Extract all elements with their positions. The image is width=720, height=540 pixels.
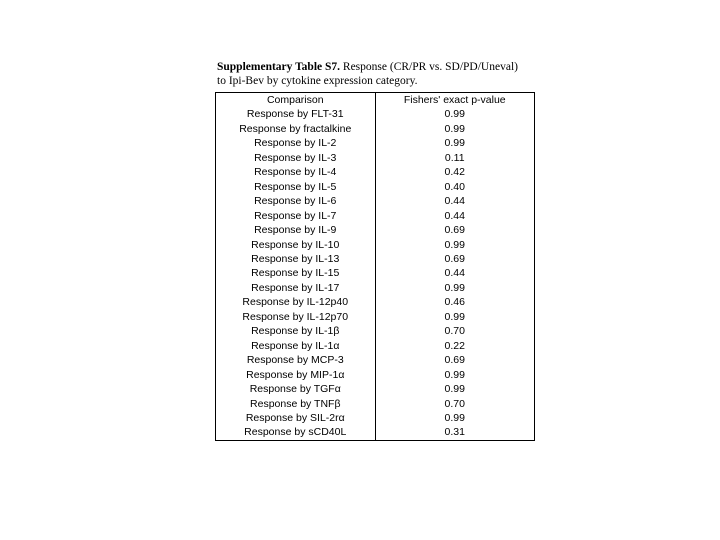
table-row [216,180,534,194]
table-row [216,353,534,367]
comparison-cell: Response by IL-13 [216,252,375,266]
comparison-cell: Response by MIP-1α [216,368,375,382]
results-table-grid [216,93,534,440]
table-row [216,194,534,208]
table-row [216,310,534,324]
table-row [216,151,534,165]
comparison-cell: Response by IL-10 [216,238,375,252]
comparison-cell: Response by IL-1β [216,324,375,338]
p-value-cell: 0.46 [444,296,465,309]
results-table [215,92,535,441]
comparison-cell: Response by SIL-2rα [216,411,375,425]
table-row [216,252,534,266]
comparison-cell: Response by IL-2 [216,136,375,150]
p-value-cell: 0.69 [444,224,465,237]
table-row [216,165,534,179]
comparison-cell: Response by IL-12p70 [216,310,375,324]
table-header-row [216,93,534,107]
comparison-cell: Response by sCD40L [216,425,375,439]
p-value-cell: 0.99 [444,368,465,381]
comparison-cell: Response by fractalkine [216,122,375,136]
p-value-cell: 0.99 [444,108,465,121]
comparison-cell: Response by IL-17 [216,281,375,295]
p-value-cell: 0.44 [444,209,465,222]
comparison-cell: Response by IL-15 [216,266,375,280]
p-value-cell: 0.22 [444,339,465,352]
p-value-cell: 0.99 [444,281,465,294]
p-value-cell: 0.99 [444,137,465,150]
p-value-cell: 0.44 [444,195,465,208]
comparison-cell: Response by TNFβ [216,397,375,411]
table-row [216,238,534,252]
comparison-cell: Response by IL-1α [216,339,375,353]
table-caption [217,60,547,88]
table-row [216,281,534,295]
table-row [216,324,534,338]
p-value-cell: 0.31 [444,426,465,439]
caption-text-line1: Response (CR/PR vs. SD/PD/Uneval) [340,61,518,73]
table-row [216,223,534,237]
p-value-cell: 0.69 [444,252,465,265]
comparison-cell: Response by IL-4 [216,165,375,179]
table-row [216,107,534,121]
table-row [216,339,534,353]
table-row [216,425,534,439]
header-p-value: Fishers' exact p-value [403,94,506,106]
p-value-cell: 0.40 [444,180,465,193]
caption-text-line2: to Ipi-Bev by cytokine expression category. [217,75,418,87]
p-value-cell: 0.99 [444,383,465,396]
table-row [216,368,534,382]
header-comparison: Comparison [216,93,375,107]
comparison-cell: Response by IL-9 [216,223,375,237]
table-row [216,266,534,280]
comparison-cell: Response by TGFα [216,382,375,396]
table-row [216,136,534,150]
p-value-cell: 0.99 [444,310,465,323]
comparison-cell: Response by IL-5 [216,180,375,194]
p-value-cell: 0.99 [444,122,465,135]
p-value-cell: 0.99 [444,411,465,424]
table-body [216,107,534,439]
p-value-cell: 0.42 [444,166,465,179]
table-row [216,295,534,309]
comparison-cell: Response by IL-7 [216,209,375,223]
caption-label: Supplementary Table S7. [217,61,341,73]
comparison-cell: Response by IL-12p40 [216,295,375,309]
p-value-cell: 0.70 [444,397,465,410]
p-value-cell: 0.69 [444,354,465,367]
table-row [216,382,534,396]
comparison-cell: Response by FLT-31 [216,107,375,121]
table-row [216,122,534,136]
table-row [216,411,534,425]
table-row [216,397,534,411]
p-value-cell: 0.70 [444,325,465,338]
comparison-cell: Response by IL-6 [216,194,375,208]
p-value-cell: 0.99 [444,238,465,251]
p-value-cell: 0.44 [444,267,465,280]
comparison-cell: Response by IL-3 [216,151,375,165]
comparison-cell: Response by MCP-3 [216,353,375,367]
p-value-cell: 0.11 [444,151,465,164]
table-row [216,209,534,223]
